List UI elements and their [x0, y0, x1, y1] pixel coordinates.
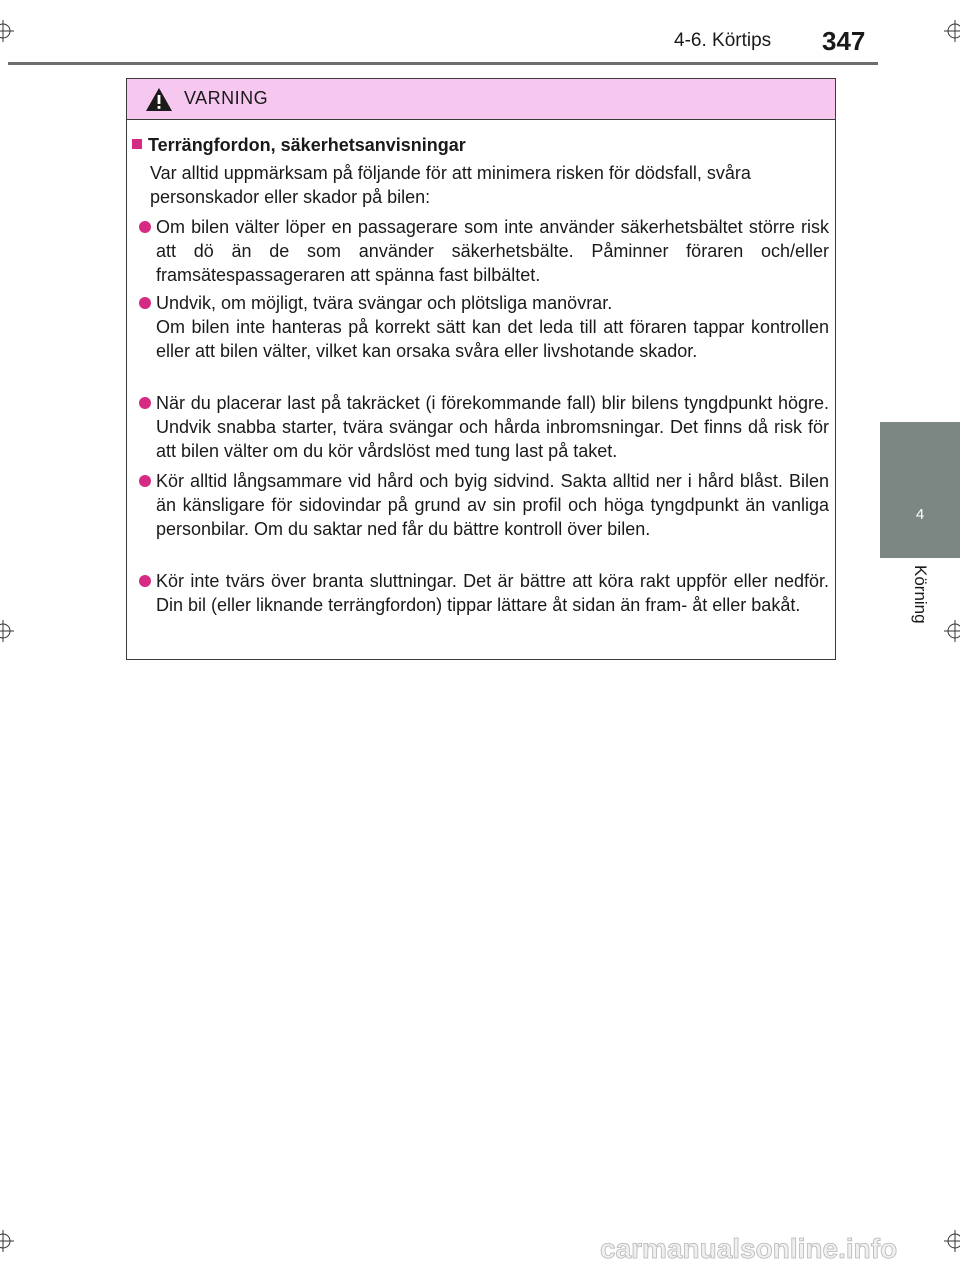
- list-item-text: Kör alltid långsammare vid hård och byig sidvind. Sakta alltid ner i hård blåst. Bilen än känsligare för sidovindar på grund av sin profil och höga tyngdpunkt än vanliga personbilar. Om du saktar ned får du bättre kontroll över bilen.: [156, 471, 829, 539]
- section-title: 4-6. Körtips: [674, 30, 772, 51]
- list-item-text: Undvik, om möjligt, tvära svängar och plötsliga manövrar. Om bilen inte hanteras på korrekt sätt kan det leda till att föraren tappar kontrollen eller att bilen välter, vilket kan orsaka svåra eller livshotande skador.: [156, 293, 829, 361]
- registration-mark-top-right: [944, 20, 960, 42]
- registration-mark-bottom-right: [944, 1230, 960, 1252]
- chapter-number: 4: [915, 506, 925, 523]
- registration-mark-bottom-left: [0, 1230, 14, 1252]
- list-item: [139, 569, 829, 617]
- warning-label: VARNING: [184, 88, 269, 108]
- header-divider: [8, 62, 878, 65]
- list-item: [139, 469, 829, 541]
- list-item: [139, 291, 829, 363]
- warning-intro: Var alltid uppmärksam på följande för att minimera risken för dödsfall, svåra personskador eller skador på bilen:: [150, 163, 751, 207]
- list-item-text: Om bilen välter löper en passagerare som inte använder säkerhetsbältet större risk att dö än de som använder säkerhetsbälte. Påminner föraren och/eller framsätespassageraren att spänna fast bilbältet.: [156, 217, 829, 285]
- registration-mark-mid-left: [0, 620, 14, 642]
- warning-section-title-text: Terrängfordon, säkerhetsanvisningar: [148, 135, 466, 155]
- list-item: [139, 391, 829, 463]
- list-item: [139, 215, 829, 287]
- bullet-dot-icon: [139, 475, 151, 487]
- bullet-dot-icon: [139, 397, 151, 409]
- warning-header: [127, 79, 835, 120]
- bullet-dot-icon: [139, 575, 151, 587]
- page-number: 347: [822, 26, 866, 56]
- warning-triangle-icon: [145, 87, 173, 112]
- section-square-icon: [132, 139, 142, 149]
- registration-mark-mid-right: [944, 620, 960, 642]
- bullet-dot-icon: [139, 297, 151, 309]
- list-item-text: När du placerar last på takräcket (i förekommande fall) blir bilens tyngdpunkt högre. Undvik snabba starter, tvära svängar och hårda inbromsningar. Det finns då risk för att bilen välter om du kör vårdslöst med tung last på taket.: [156, 393, 829, 461]
- warning-section-title: [132, 135, 466, 156]
- watermark-text: carmanualsonline.info: [600, 1233, 898, 1264]
- warning-box: [126, 78, 836, 660]
- watermark: [600, 1232, 940, 1266]
- list-item-text: Kör inte tvärs över branta sluttningar. Det är bättre att köra rakt uppför eller nedför. Din bil (eller liknande terrängfordon) tippar lättare åt sidan än fram- åt eller bakåt.: [156, 571, 829, 615]
- chapter-title: Körning: [911, 565, 930, 624]
- registration-mark-top-left: [0, 20, 14, 42]
- chapter-tab: [880, 422, 960, 558]
- bullet-dot-icon: [139, 221, 151, 233]
